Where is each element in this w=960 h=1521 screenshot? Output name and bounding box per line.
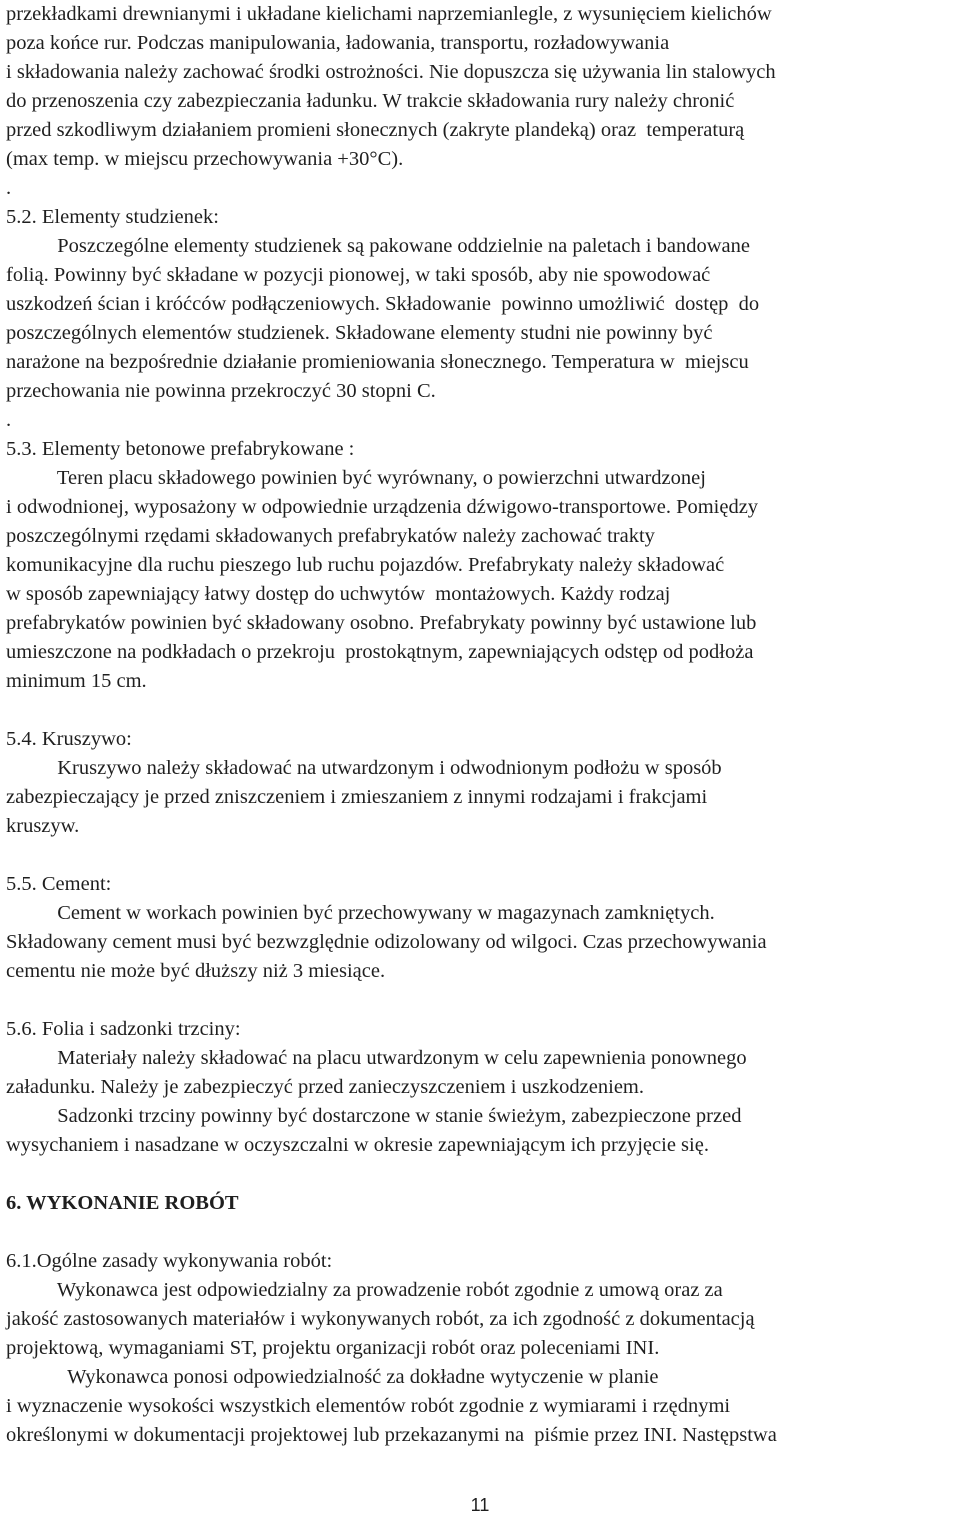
text-line: Poszczególne elementy studzienek są pakowane oddzielnie na paletach i bandowane: [6, 235, 750, 257]
text-line: określonymi w dokumentacji projektowej lub przekazanymi na piśmie przez INI. Następstwa: [6, 1424, 777, 1446]
text-line: .: [6, 177, 12, 199]
text-line: Materiały należy składować na placu utwardzonym w celu zapewnienia ponownego: [6, 1047, 747, 1069]
text-line: minimum 15 cm.: [6, 670, 147, 692]
text-line: załadunku. Należy je zabezpieczyć przed zanieczyszczeniem i uszkodzeniem.: [6, 1076, 644, 1098]
text-line: (max temp. w miejscu przechowywania +30°C).: [6, 148, 404, 170]
text-line: folią. Powinny być składane w pozycji pionowej, w taki sposób, aby nie spowodować: [6, 264, 711, 286]
text-line: narażone na bezpośrednie działanie promieniowania słonecznego. Temperatura w miejscu: [6, 351, 749, 373]
text-line: zabezpieczający je przed zniszczeniem i zmieszaniem z innymi rodzajami i frakcjami: [6, 786, 708, 808]
text-line: przed szkodliwym działaniem promieni słonecznych (zakryte plandeką) oraz temperaturą: [6, 119, 745, 141]
text-line: poszczególnych elementów studzienek. Składowane elementy studni nie powinny być: [6, 322, 713, 344]
text-line: 5.5. Cement:: [6, 873, 112, 895]
text-line: 5.3. Elementy betonowe prefabrykowane :: [6, 438, 355, 460]
text-line: Kruszywo należy składować na utwardzonym i odwodnionym podłożu w sposób: [6, 757, 722, 779]
text-line: Wykonawca ponosi odpowiedzialność za dokładne wytyczenie w planie: [6, 1366, 659, 1388]
text-line: wysychaniem i nasadzane w oczyszczalni w okresie zapewniającym ich przyjęcie się.: [6, 1134, 709, 1156]
text-line: poszczególnymi rzędami składowanych prefabrykatów należy zachować trakty: [6, 525, 655, 547]
text-line: projektową, wymaganiami ST, projektu organizacji robót oraz poleceniami INI.: [6, 1337, 660, 1359]
text-line: prefabrykatów powinien być składowany osobno. Prefabrykaty powinny być ustawione lub: [6, 612, 757, 634]
text-line: Wykonawca jest odpowiedzialny za prowadzenie robót zgodnie z umową oraz za: [6, 1279, 723, 1301]
text-line: kruszyw.: [6, 815, 80, 837]
text-line: 5.6. Folia i sadzonki trzciny:: [6, 1018, 241, 1040]
text-line: Składowany cement musi być bezwzględnie odizolowany od wilgoci. Czas przechowywania: [6, 931, 767, 953]
text-line: uszkodzeń ścian i króćców podłączeniowych. Składowanie powinno umożliwić dostęp do: [6, 293, 760, 315]
text-line: umieszczone na podkładach o przekroju prostokątnym, zapewniających odstęp od podłoża: [6, 641, 754, 663]
text-line: 5.4. Kruszywo:: [6, 728, 132, 750]
section-heading: 6. WYKONANIE ROBÓT: [6, 1192, 239, 1214]
text-line: poza końce rur. Podczas manipulowania, ładowania, transportu, rozładowywania: [6, 32, 670, 54]
text-line: w sposób zapewniający łatwy dostęp do uchwytów montażowych. Każdy rodzaj: [6, 583, 671, 605]
text-line: do przenoszenia czy zabezpieczania ładunku. W trakcie składowania rury należy chronić: [6, 90, 735, 112]
text-line: jakość zastosowanych materiałów i wykonywanych robót, za ich zgodność z dokumentacją: [6, 1308, 755, 1330]
text-line: Cement w workach powinien być przechowywany w magazynach zamkniętych.: [6, 902, 715, 924]
page-number: 11: [470, 1495, 490, 1515]
text-line: i odwodnionej, wyposażony w odpowiednie urządzenia dźwigowo-transportowe. Pomiędzy: [6, 496, 759, 518]
text-line: Teren placu składowego powinien być wyrównany, o powierzchni utwardzonej: [6, 467, 706, 489]
text-line: .: [6, 409, 12, 431]
text-line: i składowania należy zachować środki ostrożności. Nie dopuszcza się używania lin stalowych: [6, 61, 776, 83]
text-line: cementu nie może być dłuższy niż 3 miesiące.: [6, 960, 386, 982]
text-line: Sadzonki trzciny powinny być dostarczone w stanie świeżym, zabezpieczone przed: [6, 1105, 742, 1127]
text-line: przechowania nie powinna przekroczyć 30 stopni C.: [6, 380, 436, 402]
text-line: i wyznaczenie wysokości wszystkich elementów robót zgodnie z wymiarami i rzędnymi: [6, 1395, 731, 1417]
text-line: komunikacyjne dla ruchu pieszego lub ruchu pojazdów. Prefabrykaty należy składować: [6, 554, 725, 576]
text-line: 6.1.Ogólne zasady wykonywania robót:: [6, 1250, 333, 1272]
text-line: przekładkami drewnianymi i układane kielichami naprzemianlegle, z wysunięciem kielichów: [6, 3, 772, 25]
text-line: 5.2. Elementy studzienek:: [6, 206, 219, 228]
